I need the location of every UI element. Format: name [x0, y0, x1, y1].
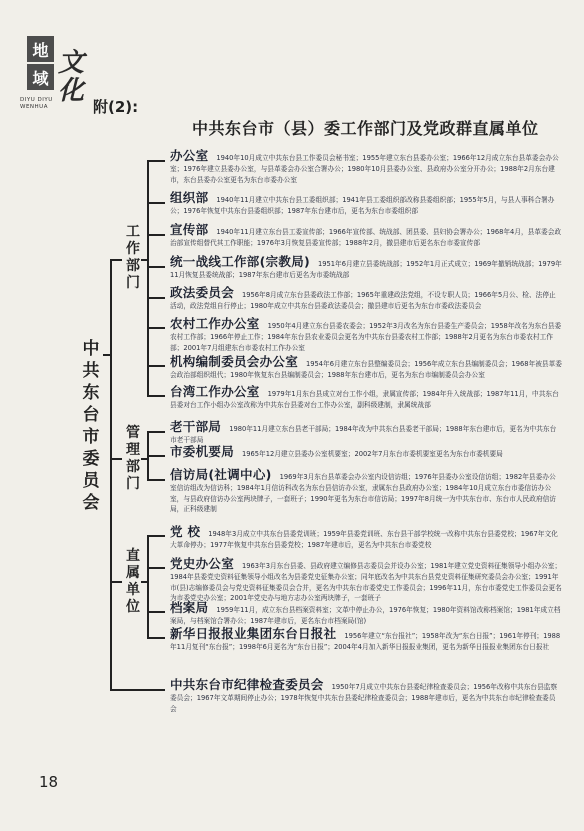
entry-desc: 1980年11月建立东台县老干部局；1984年改为中共东台县委老干部局；1988年东台建市后，更名为中共东台市老干部局 [170, 425, 557, 444]
logo-char-2: 域 [27, 64, 54, 90]
work-bracket-vertical [147, 160, 149, 396]
entry-name: 中共东台市纪律检查委员会 [170, 677, 324, 692]
page-number: 18 [39, 773, 59, 791]
connector-manage-group [110, 458, 122, 460]
entry-desc: 1940年11月建立中共东台县工委组织部；1941年县工委组织部改称县委组织部；1955年5月，与县人事科合署办公；1976年恢复中共东台县委组织部；1987年东台建市后，更名为东台市委组织部 [170, 196, 555, 215]
entry-desc: 1940年11月建立东台县工委宣传部；1966年宣传部、统战部、团县委、县妇协会署办公；1968年4月，县革委会政治部宣传组替代其工作职能；1976年3月恢复县委宣传部；1988年2月，撤县建市后更名东台市委宣传部 [170, 228, 562, 247]
branch-tick [147, 535, 165, 537]
entry-discipline-commission [170, 677, 562, 714]
branch-tick [147, 431, 165, 433]
entry-desc: 1956年建立“东台报社”；1958年改为“东台日报”；1961年停刊；1988年11月复刊“东台报”；1998年6月更名为“东台日报”；2004年4月加入新华日报报业集团，更名为新华日报报业集团东台日报社 [170, 632, 561, 651]
group-label-manage: 管理部门 [126, 425, 140, 492]
work-bracket-link [141, 259, 148, 261]
entry-name: 组织部 [170, 190, 209, 205]
branch-tick [147, 327, 165, 329]
logo-char-1: 地 [27, 36, 54, 62]
entry-rural-work-office [170, 316, 562, 353]
connector-discipline-commission [110, 689, 165, 691]
entry-name: 统一战线工作部(宗教局) [170, 254, 311, 269]
branch-tick [147, 266, 165, 268]
entry-desc: 1965年12月建立县委办公室机要室；2002年7月东台市委机要室更名为东台市委机要局 [242, 450, 503, 458]
entry-name: 党 校 [170, 524, 201, 539]
entry-desc: 1950年4月建立东台县委农委会；1952年3月改名为东台县委生产委员会；1958年改名为东台县委农村工作部；1966年停止工作；1984年东台县农业委员会更名为中共东台县委农村工作部；1988年2月更名为东台市委农村工作部；2001年7月组建东台市委农村工作办公室 [170, 322, 562, 352]
branch-tick [147, 395, 165, 397]
branch-tick [147, 567, 165, 569]
entry-desc: 1959年11月，成立东台县档案资料室；文革中停止办公，1976年恢复；1980年资料馆改称档案馆；1981年成立档案局，与档案馆合署办公；1987年建市后，更名东台市档案局(馆) [170, 606, 561, 625]
entry-desc: 1979年1月东台县成立对台工作小组，隶属宣传部；1984年升入统战部；1987年11月，中共东台县委对台工作小组办公室改称为中共东台县委对台工作办公室，副科级建制，隶属统战部 [170, 390, 559, 409]
entry-propaganda-dept [170, 222, 562, 249]
entry-name: 信访局(社调中心) [170, 467, 272, 482]
direct-bracket-link [141, 581, 148, 583]
entry-desc: 1940年10月成立中共东台县工作委员会秘书室；1955年建立东台县委办公室；1966年12月成立东台县革委会办公室；1976年建立县委办公室，与县革委会办公室合署办公；1980年10月县委办公室、县政府办公室分开办公；1988年2月东台建市，东台县委办公室更名为东台市委办公室 [170, 154, 559, 184]
branch-tick [147, 455, 165, 457]
entry-taiwan-affairs-office [170, 384, 562, 411]
manage-bracket-link [141, 458, 148, 460]
entry-name: 市委机要局 [170, 444, 235, 459]
group-label-work: 工作部门 [126, 224, 140, 291]
branch-tick [147, 479, 165, 481]
entry-name: 党史办公室 [170, 556, 235, 571]
branch-tick [147, 365, 165, 367]
entry-party-school [170, 524, 562, 551]
entry-desc: 1950年7月成立中共东台县委纪律检查委员会；1956年改称中共东台县监察委员会；1967年文革期间停止办公；1978年恢复中共东台县委纪律检查委员会；1988年建市后，更名为中共东台市纪律检查委员会 [170, 683, 558, 713]
entry-political-legal-committee [170, 285, 562, 312]
logo-pinyin [20, 97, 53, 111]
branch-tick [147, 637, 165, 639]
direct-bracket-vertical [147, 535, 149, 637]
logo-block [27, 36, 54, 90]
entry-name: 办公室 [170, 148, 209, 163]
logo-pinyin-line-2: WENHUA [20, 104, 48, 110]
entry-desc: 1948年3月成立中共东台县委党训班；1959年县委党训班、东台县干部学校统一改称中共东台县委党校；1967年文化大革命停办；1977年恢复中共东台县委党校；1987年建市后，更名为中共东台市委党校 [170, 530, 558, 549]
page-title: 中共东台市（县）委工作部门及党政群直属单位 [192, 119, 539, 138]
connector-work-group [110, 259, 122, 261]
entry-archives-bureau [170, 600, 562, 627]
entry-organization-dept [170, 190, 562, 217]
logo-big-char-2: 化 [58, 76, 85, 106]
branch-tick [147, 202, 165, 204]
branch-tick [147, 160, 165, 162]
entry-name: 机构编制委员会办公室 [170, 354, 299, 369]
entry-dongtai-daily [170, 626, 562, 653]
entry-name: 政法委员会 [170, 285, 235, 300]
entry-petition-bureau [170, 467, 562, 515]
entry-name: 老干部局 [170, 419, 222, 434]
branch-tick [147, 234, 165, 236]
logo-pinyin-line-1: DIYU DIYU [20, 97, 53, 103]
branch-tick [147, 297, 165, 299]
connector-direct-group [110, 581, 122, 583]
entry-staffing-office [170, 354, 562, 381]
logo-big-char-1: 文 [58, 48, 85, 78]
entry-desc: 1951年6月建立县委统战部；1952年1月正式成立；1969年撤销统战部；1979年11月恢复县委统战部；1987年东台建市后更名为市委统战部 [170, 260, 562, 279]
branch-tick [147, 611, 165, 613]
entry-confidential-bureau [170, 444, 562, 460]
entry-desc: 1956年8月成立东台县委政法工作部；1965年重建政法党组，不设专职人员；1966年5月公、检、法停止活动，政法党组自行停止；1980年成立中共东台县委政法委员会；撤县建市后更名为东台市委政法委员会 [170, 291, 556, 310]
groups-vertical-line [110, 259, 112, 689]
entry-united-front-dept [170, 254, 562, 281]
entry-general-office [170, 148, 562, 185]
entry-name: 档案局 [170, 600, 209, 615]
entry-desc: 1954年6月建立东台县整编委员会；1956年成立东台县编制委员会；1968年被县革委会政治部组织组代；1980年恢复东台县编制委员会；1988年东台建市后，更名为东台市编制委员会办公室 [170, 360, 562, 379]
entry-name: 宣传部 [170, 222, 209, 237]
root-label: 中共东台市委员会 [82, 339, 100, 513]
entry-name: 台湾工作办公室 [170, 384, 260, 399]
group-label-direct: 直属单位 [126, 548, 140, 615]
entry-party-history-office [170, 556, 562, 604]
entry-name: 农村工作办公室 [170, 316, 260, 331]
entry-desc: 1963年3月东台县委、县政府建立编修县志委员会并设办公室；1981年建立党史资料征集领导小组办公室；1984年县委党史资料征集领导小组改名为县委党史征集办公室；同年底改名为中共东台县党史资料征集研究委员会办公室；1991年市(县)志编修委员会与党史资料征集委员会合并，更名为中共东台市委党史工作委员会；1996年11月，东台市委党史工作委员会更名为市委党史办公室；2001年党史办与地方志办公室两块牌子，一套班子 [170, 562, 562, 603]
entry-veteran-cadres-bureau [170, 419, 562, 446]
entry-name: 新华日报报业集团东台日报社 [170, 626, 337, 641]
appendix-label: 附(2): [93, 98, 139, 116]
entry-desc: 1969年3月东台县革委会办公室内设信访组；1976年县委办公室设信访组；1982年县委办公室信访组改为信访科；1984年1月信访科改名为东台县信访办公室，隶属东台县政府办公室；1984年10月成立东台市委信访办公室，与县政府信访办公室两块牌子，一套班子；1990年更名为东台市信访局；1997年8月统一为中共东台市、东台市人民政府信访局，正科级建制 [170, 473, 557, 514]
